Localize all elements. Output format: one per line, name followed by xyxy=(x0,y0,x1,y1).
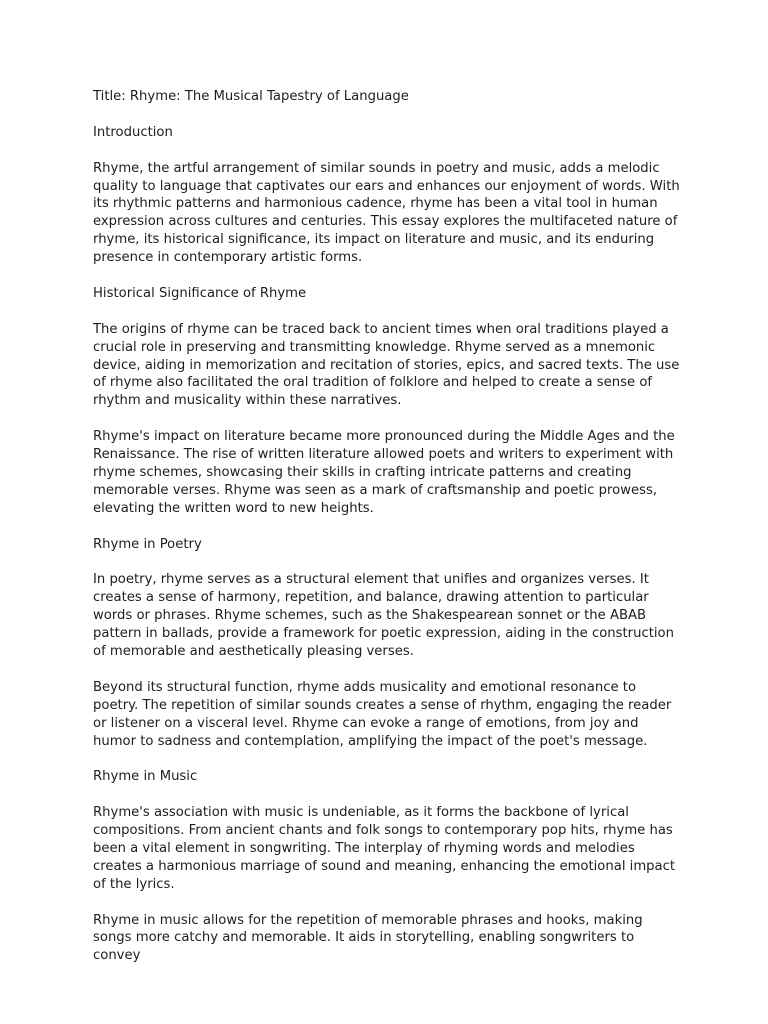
paragraph: In poetry, rhyme serves as a structural element that unifies and organizes verses. It creates a sense of harmony, repetition, and balance, drawing attention to particular words or phrases. Rhyme schemes, such as the Shakespearean sonnet or the ABAB pattern in ballads, provide a framework for poetic expression, aiding in the construction of memorable and aesthetically pleasing verses. xyxy=(93,572,674,659)
paragraph: Rhyme's association with music is undeniable, as it forms the backbone of lyrical compositions. From ancient chants and folk songs to contemporary pop hits, rhyme has been a vital element in songwriting. The interplay of rhyming words and melodies creates a harmonious marriage of sound and meaning, enhancing the emotional impact of the lyrics. xyxy=(93,805,676,892)
section-heading-historical-significance: Historical Significance of Rhyme xyxy=(93,285,307,301)
document-title: Title: Rhyme: The Musical Tapestry of Language xyxy=(93,89,409,104)
document-body xyxy=(93,88,683,965)
paragraph: Rhyme, the artful arrangement of similar sounds in poetry and music, adds a melodic quality to language that captivates our ears and enhances our enjoyment of words. With its rhythmic patterns and harmonious cadence, rhyme has been a vital tool in human expression across cultures and centuries. This essay explores the multifaceted nature of rhyme, its historical significance, its impact on literature and music, and its enduring presence in contemporary artistic forms. xyxy=(93,160,680,266)
paragraph: The origins of rhyme can be traced back to ancient times when oral traditions played a crucial role in preserving and transmitting knowledge. Rhyme served as a mnemonic device, aiding in memorization and recitation of stories, epics, and sacred texts. The use of rhyme also facilitated the oral tradition of folklore and helped to create a sense of rhythm and musicality within these narratives. xyxy=(93,321,680,409)
section-heading-introduction: Introduction xyxy=(93,124,173,140)
section-heading-rhyme-in-music: Rhyme in Music xyxy=(93,769,198,785)
paragraph: Beyond its structural function, rhyme adds musicality and emotional resonance to poetry. The repetition of similar sounds creates a sense of rhythm, engaging the reader or listener on a visceral level. Rhyme can evoke a range of emotions, from joy and humor to sadness and contemplation, amplifying the impact of the poet's message. xyxy=(93,679,672,749)
paragraph: Rhyme in music allows for the repetition of memorable phrases and hooks, making songs more catchy and memorable. It aids in storytelling, enabling songwriters to convey xyxy=(93,912,643,964)
section-heading-rhyme-in-poetry: Rhyme in Poetry xyxy=(93,536,202,552)
paragraph: Rhyme's impact on literature became more pronounced during the Middle Ages and the Renaissance. The rise of written literature allowed poets and writers to experiment with rhyme schemes, showcasing their skills in crafting intricate patterns and creating memorable verses. Rhyme was seen as a mark of craftsmanship and poetic prowess, elevating the written word to new heights. xyxy=(93,429,675,516)
